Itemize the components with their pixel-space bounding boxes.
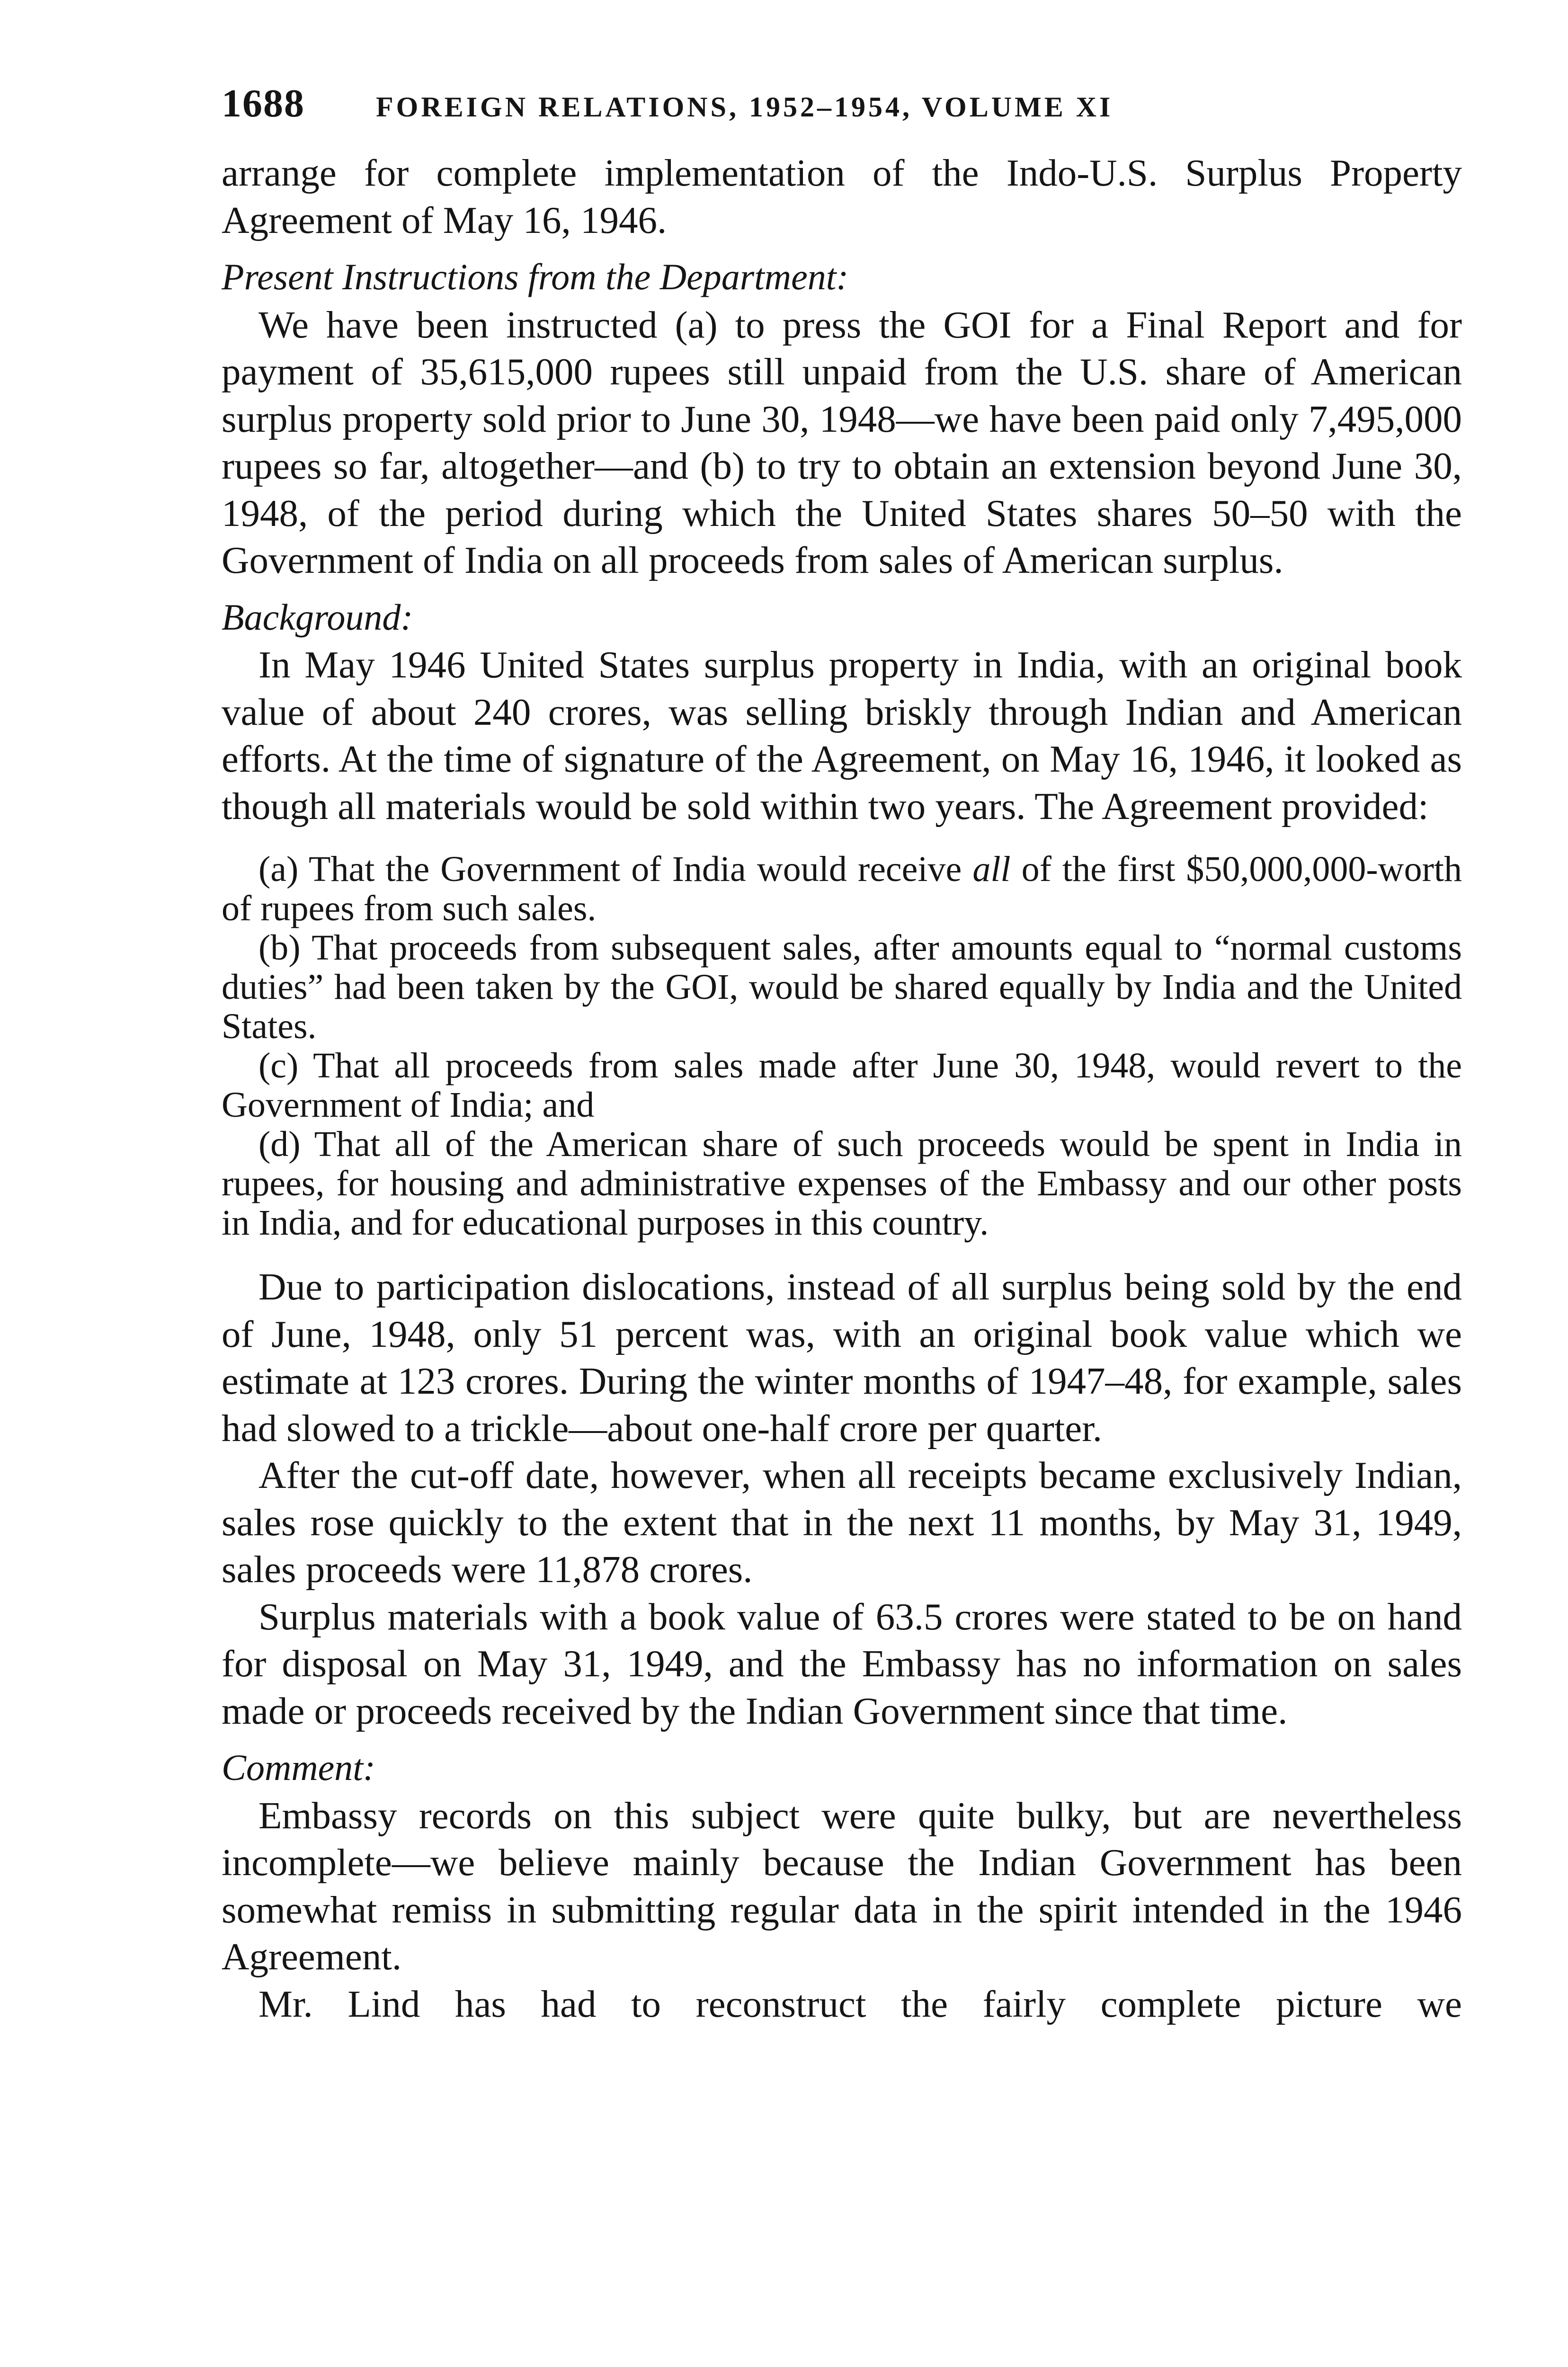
paragraph-dislocations: Due to participation dislocations, instead of all surplus being sold by the end of June, 1948, only 51 percent was, with an original book value which we estimate at 123 crores. During the winter months of 1947–48, for example, sales had slowed to a trickle—about one-half crore per quarter. xyxy=(222,1265,1462,1450)
heading-comment: Comment: xyxy=(222,1747,375,1788)
document-page xyxy=(222,80,1462,2028)
paragraph-continuation: arrange for complete implementation of the Indo-U.S. Surplus Property Agreement of May 16, 1946. xyxy=(222,151,1462,241)
paragraph-records: Embassy records on this subject were quite bulky, but are nevertheless incomplete—we believe mainly because the Indian Government has been somewhat remiss in submitting regular data in the spirit intended in the 1946 Agreement. xyxy=(222,1794,1462,1978)
paragraph-lind: Mr. Lind has had to reconstruct the fairly complete picture we xyxy=(258,1982,1462,2025)
running-head xyxy=(222,80,1462,133)
heading-present-instructions: Present Instructions from the Department: xyxy=(222,256,849,297)
provision-item-a-text-start: (a) That the Government of India would receive xyxy=(258,849,973,889)
provision-item-a-text-end: of the first $50,000,000-worth of rupees from such sales. xyxy=(222,849,1462,928)
provision-item-b: (b) That proceeds from subsequent sales, after amounts equal to “normal customs duties” had been taken by the GOI, would be shared equally by India and the United States. xyxy=(222,928,1462,1046)
heading-background: Background: xyxy=(222,596,413,638)
paragraph-cutoff: After the cut-off date, however, when all receipts became exclusively Indian, sales rose quickly to the extent that in the next 11 months, by May 31, 1949, sales proceeds were 11,878 crores. xyxy=(222,1454,1462,1591)
running-title: FOREIGN RELATIONS, 1952–1954, VOLUME XI xyxy=(376,91,1114,123)
provision-item-a xyxy=(222,850,1462,928)
provision-item-d: (d) That all of the American share of such proceeds would be spent in India in rupees, for housing and administrative expenses of the Embassy and our other posts in India, and for educational purposes in this country. xyxy=(222,1124,1462,1243)
provision-item-a-emphasis: all xyxy=(972,849,1011,889)
paragraph-surplus: Surplus materials with a book value of 63.5 crores were stated to be on hand for disposal on May 31, 1949, and the Embassy has no information on sales made or proceeds received by the Indian Government since that time. xyxy=(222,1595,1462,1732)
page-number: 1688 xyxy=(222,81,305,125)
paragraph-may-1946: In May 1946 United States surplus property in India, with an original book value of about 240 crores, was selling briskly through Indian and American efforts. At the time of signature of the Agreement, on May 16, 1946, it looked as though all materials would be sold within two years. The Agreement provided: xyxy=(222,643,1462,828)
paragraph-instructed: We have been instructed (a) to press the GOI for a Final Report and for payment of 35,615,000 rupees still unpaid from the U.S. share of American surplus property sold prior to June 30, 1948—we have been paid only 7,495,000 rupees so far, altogether—and (b) to try to obtain an extension beyond June 30, 1948, of the period during which the United States shares 50–50 with the Government of India on all proceeds from sales of American surplus. xyxy=(222,303,1462,581)
agreement-provisions-list xyxy=(222,850,1462,1243)
provision-item-c: (c) That all proceeds from sales made after June 30, 1948, would revert to the Government of India; and xyxy=(222,1046,1462,1125)
